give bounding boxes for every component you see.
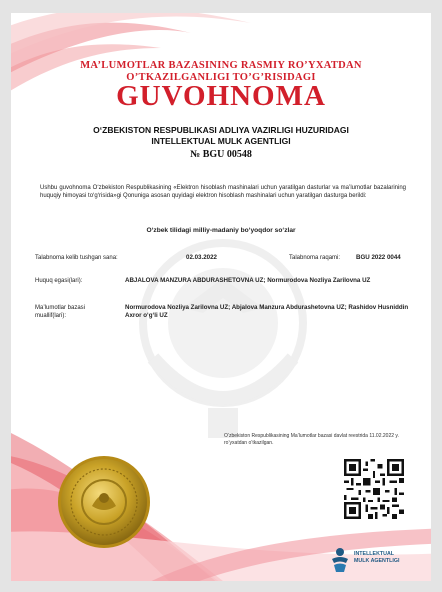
title-line-2: O’TKAZILGANLIGI TO’G’RISIDAGI [126, 72, 316, 83]
title-line-1: MA’LUMOTLAR BAZASINING RASMIY RO’YXATDAN [80, 60, 362, 71]
agency-logo-line-2: MULK AGENTLIGI [354, 557, 400, 564]
application-number-value: BGU 2022 0044 [356, 254, 401, 261]
authors-label-line-1: Ma’lumotlar bazasi [35, 305, 86, 311]
registry-note: O‘zbekiston Respublikasining Ma’lumotlar bazasi davlat reestrida 11.02.2022 y. ro‘yxatdan o‘tkazilgan. [224, 433, 399, 446]
application-date-label: Talabnoma kelib tushgan sana: [35, 255, 118, 261]
agency-logo-text [354, 551, 399, 564]
issuer-line-2: INTELLEKTUAL MULK AGENTLIGI [151, 136, 291, 146]
agency-logo-line-1: INTELLEKTUAL [354, 551, 395, 557]
gold-seal-icon [56, 454, 152, 550]
rights-holder-label: Huquq egasi(lari): [35, 278, 83, 284]
authors-label-line-2: muallif(lari): [35, 313, 67, 319]
certificate-page [11, 13, 431, 581]
certificate-number: № BGU 00548 [190, 149, 252, 160]
authors-value: Normurodova Nozliya Zarilovna UZ; Abjalova Manzura Abdurashetovna UZ; Rashidov Husniddin Axror o‘g‘li UZ [125, 304, 409, 319]
rights-holder-value: ABJALOVA MANZURA ABDURASHETOVNA UZ; Normurodova Nozliya Zarilovna UZ [125, 277, 371, 284]
issuer-line-1: O‘ZBEKISTON RESPUBLIKASI ADLIYA VAZIRLIGI HUZURIDAGI [93, 125, 349, 135]
work-title: O‘zbek tilidagi milliy-madaniy bo‘yoqdor so‘zlar [146, 227, 296, 234]
application-date-value: 02.03.2022 [186, 254, 217, 261]
agency-logo-icon [329, 547, 351, 573]
qr-code-icon [344, 459, 404, 519]
certificate-title: GUVOHNOMA [116, 80, 326, 112]
application-number-label: Talabnoma raqami: [289, 255, 341, 261]
state-emblem-watermark [123, 218, 323, 448]
intro-paragraph: Ushbu guvohnoma O‘zbekiston Respublikasining «Elektron hisoblash mashinalari uchun yaratilgan dasturlar va ma’lumotlar bazalarining huquqiy himoyasi to‘g‘risida»gi Qonuniga asosan quyidagi elektron hisoblash mashinalari uchun yaratilgan dasturga berildi: [40, 185, 406, 200]
